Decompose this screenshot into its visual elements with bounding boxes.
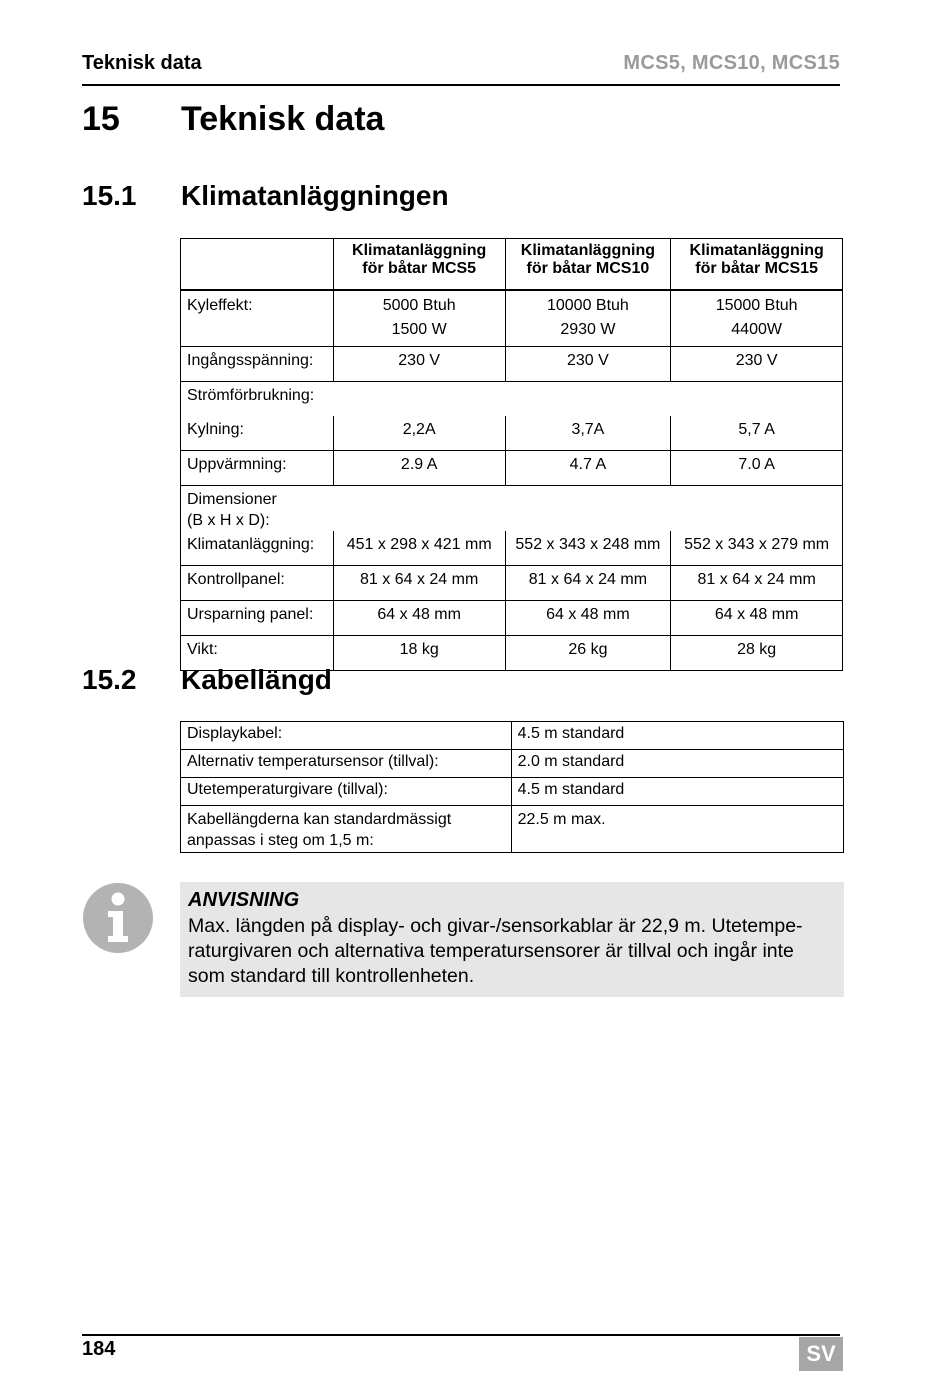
- spec-row-uppvarmning: [181, 451, 843, 486]
- cable-row: [181, 806, 844, 853]
- spec-cell: 10000 Btuh 2930 W: [505, 290, 671, 347]
- spec-label-stromforbrukning: Strömförbrukning:: [187, 387, 315, 404]
- section-title-1: Klimatanläggningen: [181, 180, 449, 211]
- spec-cell: 5,7 A: [671, 416, 843, 451]
- cable-label: Displaykabel:: [181, 722, 512, 750]
- spec-cell: 28 kg: [671, 636, 843, 671]
- spec-cell: 81 x 64 x 24 mm: [671, 566, 843, 601]
- spec-row-stromforbrukning: [181, 382, 843, 417]
- spec-cell: 552 x 343 x 248 mm: [505, 531, 671, 566]
- spec-header-empty: [181, 239, 334, 291]
- spec-row-klimatanlaggning: [181, 531, 843, 566]
- notice-box: [180, 882, 844, 997]
- spec-cell: 64 x 48 mm: [671, 601, 843, 636]
- notice-line: Max. längden på display- och givar-/sensorkablar är 22,9 m. Utetempe-: [188, 915, 803, 937]
- spec-header-row: [181, 239, 843, 291]
- spec-cell: 15000 Btuh 4400W: [671, 290, 843, 347]
- spec-cell: 230 V: [333, 347, 505, 382]
- chapter-title: Teknisk data: [181, 100, 385, 138]
- spec-cell: 2.9 A: [333, 451, 505, 486]
- spec-col-mcs5: Klimatanläggning för båtar MCS5: [333, 239, 505, 291]
- spec-table: [180, 238, 843, 671]
- spec-label-kyleffekt: Kyleffekt:: [187, 297, 253, 314]
- cable-value: 4.5 m standard: [511, 778, 843, 806]
- spec-cell: 230 V: [505, 347, 671, 382]
- spec-label-klimatanlaggning: Klimatanläggning:: [187, 536, 315, 553]
- spec-col-mcs15: Klimatanläggning för båtar MCS15: [671, 239, 843, 291]
- spec-row-ingang: [181, 347, 843, 382]
- spec-label-ursparning: Ursparning panel:: [187, 606, 314, 623]
- cable-value: 22.5 m max.: [511, 806, 843, 853]
- spec-row-kylning: [181, 416, 843, 451]
- running-header-models: MCS5, MCS10, MCS15: [623, 52, 840, 74]
- spec-label-vikt: Vikt:: [187, 641, 218, 658]
- spec-label-kylning: Kylning:: [187, 421, 244, 438]
- header-rule: [82, 84, 840, 86]
- spec-label-ingang: Ingångsspänning:: [187, 352, 314, 369]
- spec-label-uppvarmning: Uppvärmning:: [187, 456, 287, 473]
- cable-row: [181, 750, 844, 778]
- spec-cell: 64 x 48 mm: [333, 601, 505, 636]
- spec-cell: 552 x 343 x 279 mm: [671, 531, 843, 566]
- spec-cell: 4.7 A: [505, 451, 671, 486]
- spec-row-kontrollpanel: [181, 566, 843, 601]
- spec-cell: 81 x 64 x 24 mm: [333, 566, 505, 601]
- chapter-number: 15: [82, 100, 120, 138]
- spec-col-mcs10: Klimatanläggning för båtar MCS10: [505, 239, 671, 291]
- cable-value: 4.5 m standard: [511, 722, 843, 750]
- cable-label: Utetemperaturgivare (tillval):: [181, 778, 512, 806]
- spec-label-kontrollpanel: Kontrollpanel:: [187, 571, 285, 588]
- section-title-2: Kabellängd: [181, 664, 332, 695]
- notice-title: ANVISNING: [188, 889, 300, 911]
- notice-line: raturgivaren och alternativa temperatursensorer är tillval och ingår inte: [188, 940, 794, 962]
- footer-rule: [82, 1334, 840, 1336]
- spec-cell: 81 x 64 x 24 mm: [505, 566, 671, 601]
- cable-label: Kabellängderna kan standardmässigt anpassas i steg om 1,5 m:: [181, 806, 512, 853]
- section-number-2: 15.2: [82, 664, 137, 695]
- notice-line: som standard till kontrollenheten.: [188, 965, 475, 987]
- spec-cell: 3,7A: [505, 416, 671, 451]
- spec-cell: 451 x 298 x 421 mm: [333, 531, 505, 566]
- cable-value: 2.0 m standard: [511, 750, 843, 778]
- running-header-title: Teknisk data: [82, 52, 202, 74]
- spec-cell: 5000 Btuh 1500 W: [333, 290, 505, 347]
- language-badge: SV: [799, 1337, 843, 1371]
- section-number-1: 15.1: [82, 180, 137, 211]
- spec-row-ursparning: [181, 601, 843, 636]
- spec-label-dimensioner: Dimensioner (B x H x D):: [187, 491, 277, 529]
- spec-cell: 7.0 A: [671, 451, 843, 486]
- spec-row-dimensioner: [181, 486, 843, 532]
- info-icon: [82, 882, 154, 954]
- notice-body: [188, 914, 838, 989]
- cable-label: Alternativ temperatursensor (tillval):: [181, 750, 512, 778]
- spec-cell: 230 V: [671, 347, 843, 382]
- cable-row: [181, 722, 844, 750]
- spec-cell: 2,2A: [333, 416, 505, 451]
- spec-cell: 64 x 48 mm: [505, 601, 671, 636]
- spec-row-kyleffekt: [181, 290, 843, 347]
- cable-table: [180, 721, 844, 853]
- page-number: 184: [82, 1338, 116, 1360]
- spec-cell: 26 kg: [505, 636, 671, 671]
- spec-cell: 18 kg: [333, 636, 505, 671]
- cable-row: [181, 778, 844, 806]
